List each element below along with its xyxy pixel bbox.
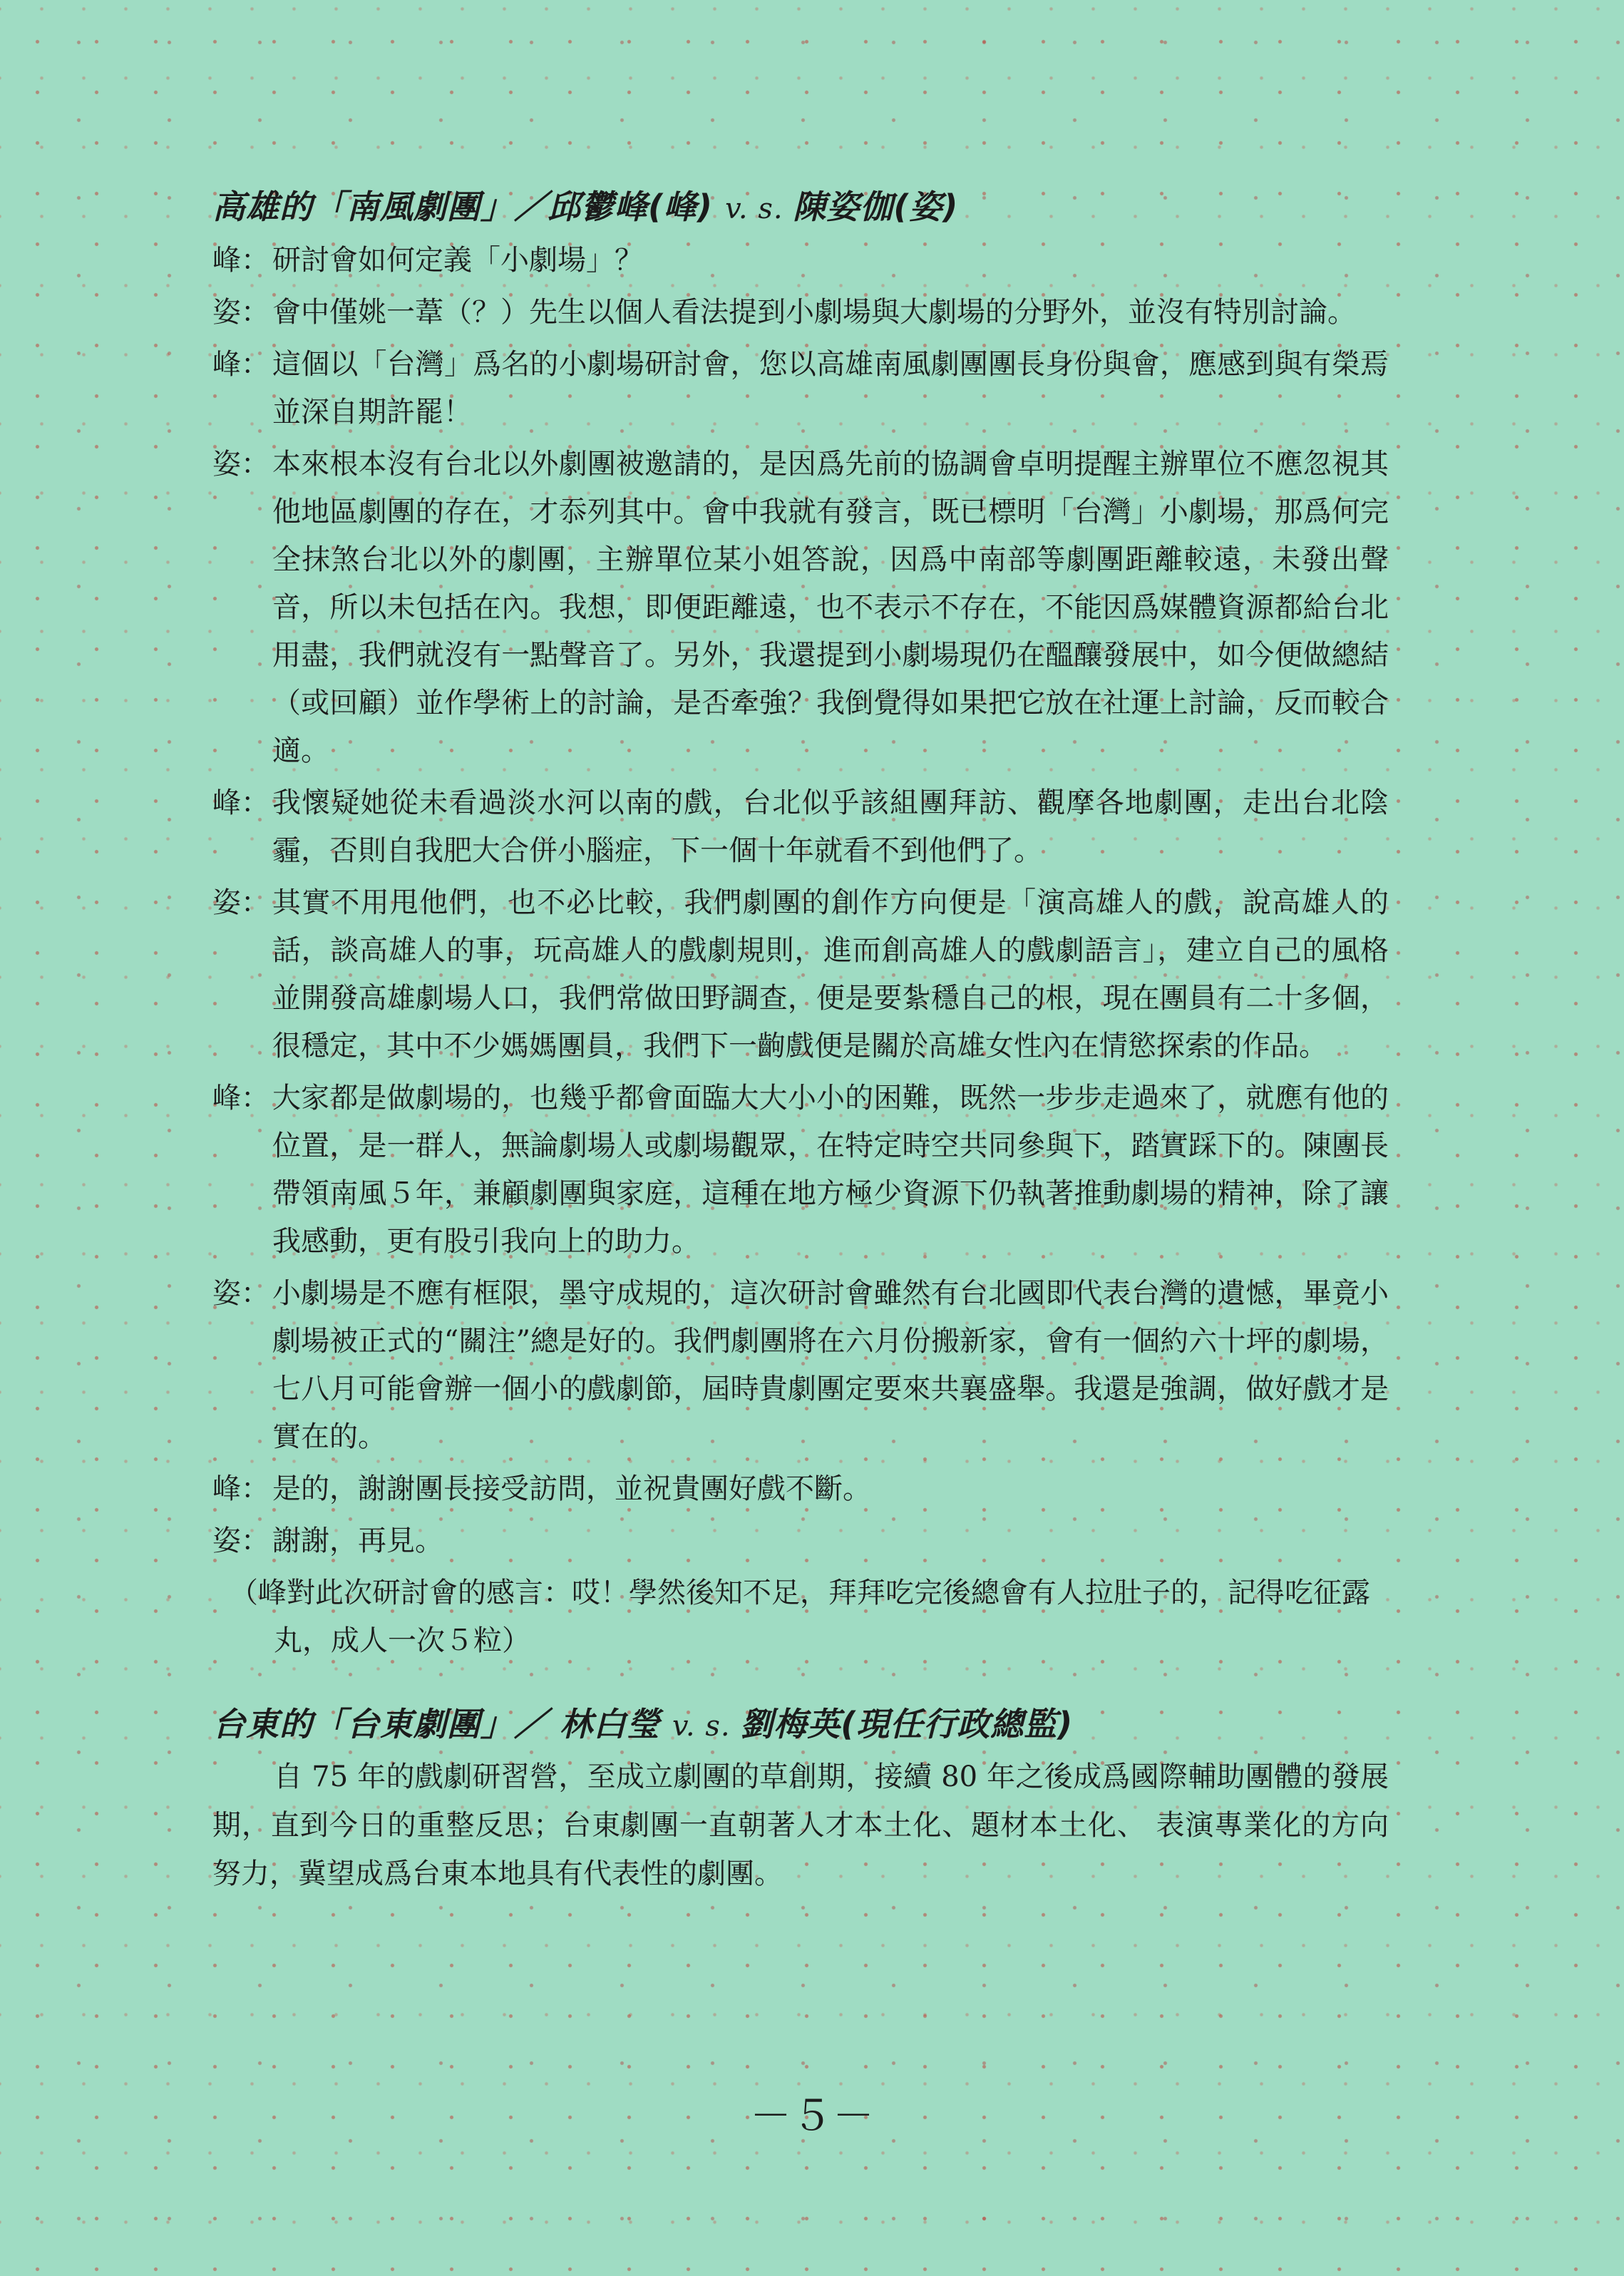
dialogue-turn: [212, 289, 1389, 337]
dialogue-text: 謝謝，再見。: [272, 1524, 443, 1557]
dialogue-text: 研討會如何定義「小劇場」？: [272, 244, 643, 277]
speaker-label: 姿 ：: [212, 879, 272, 927]
section-heading-title-tail: 劉梅英(現任行政總監): [740, 1705, 1074, 1743]
versus-label: v. s.: [725, 193, 793, 225]
speaker-label: 姿 ：: [212, 1517, 272, 1565]
closing-note: （峰對此次研討會的感言：哎！學然後知不足，拜拜吃完後總會有人拉肚子的，記得吃征露丸，成人一次５粒）: [230, 1577, 1370, 1657]
section-heading-title: 台東的「台東劇團」／ 林白瑩: [212, 1705, 673, 1743]
dialogue-turn: [212, 237, 1389, 284]
dialogue-text: 我懷疑她從未看過淡水河以南的戲，台北似乎該組團拜訪、觀摩各地劇團，走出台北陰霾，否則自我肥大合併小腦症，下一個十年就看不到他們了。: [272, 786, 1389, 867]
speaker-label: 姿 ：: [212, 441, 272, 488]
speaker-label: 姿 ：: [212, 289, 272, 337]
speaker-label: 峰 ：: [212, 237, 272, 284]
section-heading-title-tail: 陳姿伽(姿): [793, 188, 959, 226]
dialogue-text: 其實不用甩他們，也不必比較，我們劇團的創作方向便是「演高雄人的戲，說高雄人的話，談高雄人的事，玩高雄人的戲劇規則，進而創高雄人的戲劇語言」，建立自己的風格並開發高雄劇場人口，我們常做田野調查，便是要紮穩自己的根，現在團員有二十多個，很穩定，其中不少媽媽團員，我們下一齣戲便是關於高雄女性內在情慾探索的作品。: [272, 886, 1389, 1062]
speaker-label: 姿 ：: [212, 1270, 272, 1318]
speaker-label: 峰 ：: [212, 1465, 272, 1513]
dialogue-turn: [212, 1517, 1389, 1565]
dialogue-turn: [212, 1270, 1389, 1461]
dialogue-text: 小劇場是不應有框限，墨守成規的，這次研討會雖然有台北國即代表台灣的遺憾，畢竟小劇場被正式的“關注”總是好的。我們劇團將在六月份搬新家，會有一個約六十坪的劇場，七八月可能會辦一個小的戲劇節，屆時貴劇團定要來共襄盛舉。我還是強調，做好戲才是實在的。: [272, 1277, 1389, 1453]
dialogue-turn: [212, 341, 1389, 436]
dialogue-text: 大家都是做劇場的，也幾乎都會面臨大大小小的困難，既然一步步走過來了，就應有他的位置，是一群人，無論劇場人或劇場觀眾，在特定時空共同參與下，踏實踩下的。陳團長帶領南風５年，兼顧劇團與家庭，這種在地方極少資源下仍執著推動劇場的精神，除了讓我感動，更有股引我向上的助力。: [272, 1082, 1389, 1258]
section-heading-title: 高雄的「南風劇團」／邱鬱峰(峰): [212, 188, 726, 226]
dialogue-turn: [212, 1465, 1389, 1513]
page-content: [212, 182, 1389, 1927]
interview-dialogue: [212, 237, 1389, 1565]
section-heading-kaohsiung: [212, 182, 1389, 234]
page-number: －５－: [749, 2091, 874, 2140]
dialogue-turn: [212, 779, 1389, 875]
speaker-label: 峰 ：: [212, 779, 272, 827]
dialogue-text: 這個以「台灣」爲名的小劇場研討會，您以高雄南風劇團團長身份與會，應感到與有榮焉並深自期許罷！: [272, 348, 1389, 429]
dialogue-text: 是的，謝謝團長接受訪問，並祝貴團好戲不斷。: [272, 1472, 871, 1505]
dialogue-text: 本來根本沒有台北以外劇團被邀請的，是因爲先前的協調會卓明提醒主辦單位不應忽視其他地區劇團的存在，才忝列其中。會中我就有發言，既已標明「台灣」小劇場，那爲何完全抹煞台北以外的劇團，主辦單位某小姐答說，因爲中南部等劇團距離較遠，未發出聲音，所以未包括在內。我想，即便距離遠，也不表示不存在，不能因爲媒體資源都給台北用盡，我們就沒有一點聲音了。另外，我還提到小劇場現仍在醞釀發展中，如今便做總結（或回顧）並作學術上的討論，是否牽強？我倒覺得如果把它放在社運上討論，反而較合適。: [272, 448, 1389, 767]
speaker-label: 峰 ：: [212, 341, 272, 389]
dialogue-text: 會中僅姚一葦（？）先生以個人看法提到小劇場與大劇場的分野外，並沒有特別討論。: [272, 296, 1356, 329]
dialogue-turn: [212, 441, 1389, 775]
taitung-intro-paragraph: 自 75 年的戲劇研習營，至成立劇團的草創期，接續 80 年之後成爲國際輔助團體的發展期，直到今日的重整反思；台東劇團一直朝著人才本土化、題材本土化、 表演專業化的方向努力，冀望成爲台東本地具有代表性的劇團。: [212, 1760, 1389, 1890]
dialogue-turn: [212, 1075, 1389, 1266]
speaker-label: 峰 ：: [212, 1075, 272, 1122]
section-heading-taitung: [212, 1699, 1389, 1751]
dialogue-turn: [212, 879, 1389, 1070]
versus-label: v. s.: [672, 1710, 741, 1743]
